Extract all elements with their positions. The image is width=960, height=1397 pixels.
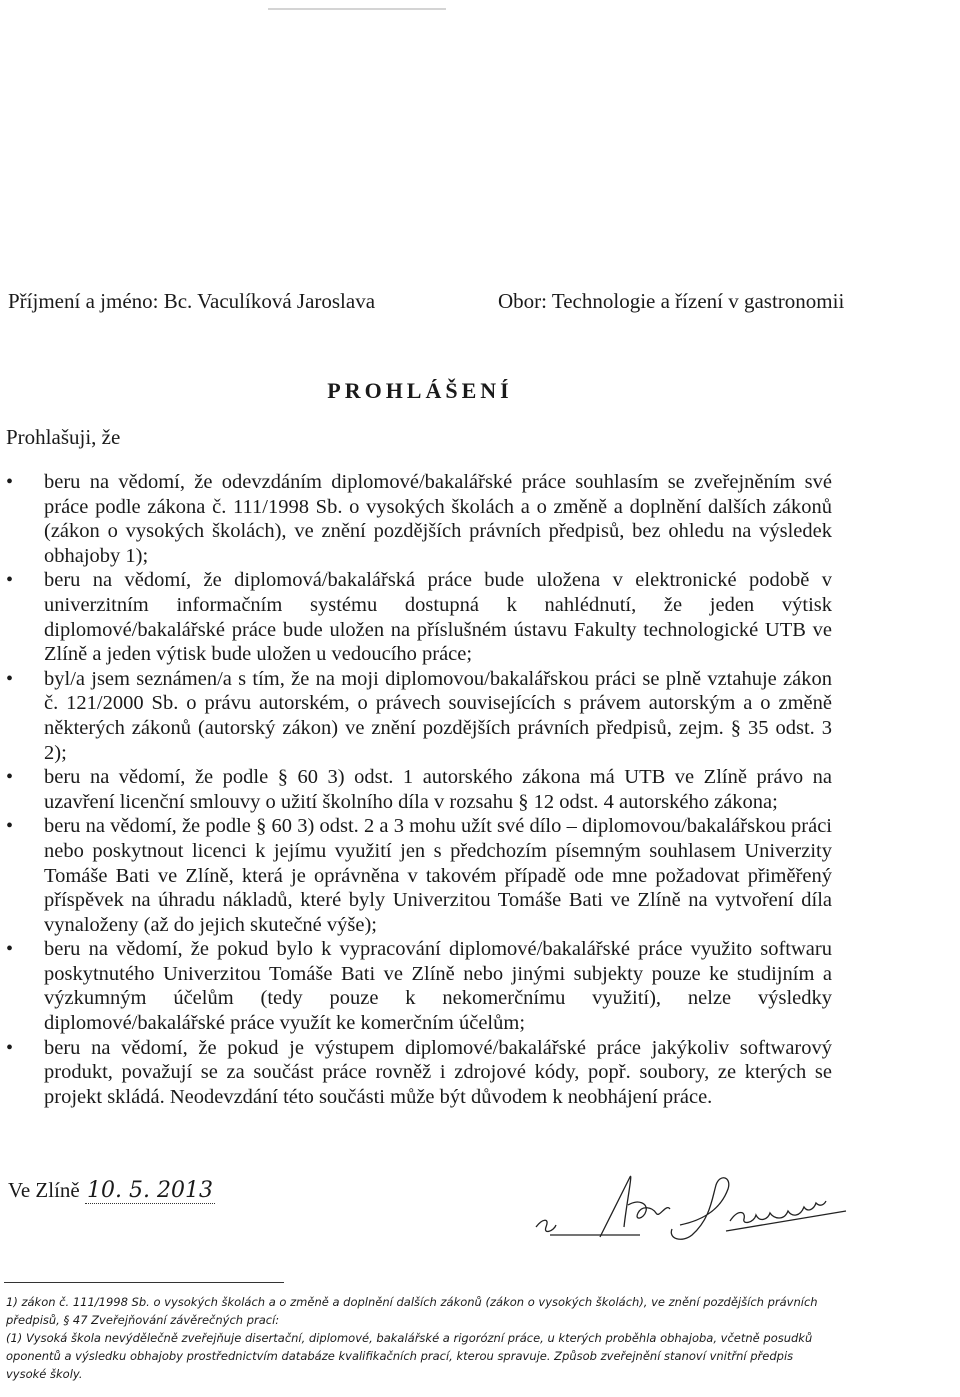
declaration-list	[0, 470, 840, 1109]
declaration-item	[0, 765, 840, 814]
signature	[530, 1165, 860, 1255]
bullet-icon: •	[6, 766, 14, 789]
footnote: 1) zákon č. 111/1998 Sb. o vysokých školách a o změně a doplnění dalších zákonů (zákon o vysokých školách), ve znění pozdějších právních předpisů, § 47 Zveřejňování závěrečných prací:	[6, 1295, 818, 1327]
bullet-icon: •	[6, 667, 14, 690]
bullet-icon: •	[6, 938, 14, 961]
declaration-text: beru na vědomí, že podle § 60 3) odst. 1 autorského zákona má UTB ve Zlíně právo na uzavření licenční smlouvy o užití školního díla v rozsahu § 12 odst. 4 autorského zákona;	[44, 766, 832, 813]
declaration-text: beru na vědomí, že pokud je výstupem diplomové/bakalářské práce jakýkoliv softwarový produkt, považují se za součást práce rovněž i zdrojové kódy, popř. soubory, ze kterých se projekt skládá. Neodevzdání této součásti může být důvodem k neobhájení práce.	[44, 1036, 832, 1108]
declaration-item	[0, 814, 840, 937]
student-name: Příjmení a jméno: Bc. Vaculíková Jaroslava	[8, 289, 376, 313]
declaration-item	[0, 568, 840, 666]
place-label: Ve Zlíně	[8, 1178, 80, 1202]
footnote-divider	[4, 1282, 284, 1283]
footnotes	[6, 1293, 836, 1383]
declaration-item	[0, 470, 840, 568]
bullet-icon: •	[6, 1036, 14, 1059]
scan-mark	[268, 8, 446, 10]
page-title: PROHLÁŠENÍ	[327, 378, 513, 403]
declaration-item	[0, 1036, 840, 1110]
bullet-icon: •	[6, 471, 14, 493]
footnote: (1) Vysoká škola nevýdělečně zveřejňuje disertační, diplomové, bakalářské a rigorózní práce, u kterých proběhla obhajoba, včetně posudků oponentů a výsledku obhajoby prostřednictvím databáze kvalifikačních prací, kterou spravuje. Způsob zveřejnění stanoví vnitřní předpis vysoké školy.	[6, 1331, 813, 1381]
declaration-text: beru na vědomí, že pokud bylo k vypracování diplomové/bakalářské práce využito softwaru poskytnutého Univerzitou Tomáše Bati ve Zlíně nebo jinými subjekty pouze ke studijním a výzkumným účelům (tedy pouze k nekomerčnímu využití), nelze výsledky diplomové/bakalářské práce využít ke komerčním účelům;	[44, 938, 832, 1035]
handwritten-date: 10. 5. 2013	[86, 1178, 213, 1203]
declaration-text: beru na vědomí, že odevzdáním diplomové/bakalářské práce souhlasím se zveřejněním své práce podle zákona č. 111/1998 Sb. o vysokých školách a o změně a doplnění dalších zákonů (zákon o vysokých školách), ve znění pozdějších právních předpisů, bez ohledu na výsledek obhajoby 1);	[44, 471, 832, 567]
declaration-text: byl/a jsem seznámen/a s tím, že na moji diplomovou/bakalářskou práci se plně vztahuje zákon č. 121/2000 Sb. o právu autorském, o právech souvisejících s právem autorským a o změně některých zákonů (autorský zákon) ve znění pozdějších právních předpisů, zejm. § 35 odst. 3 2);	[44, 667, 832, 764]
intro-text: Prohlašuji, že	[6, 425, 121, 449]
declaration-text: beru na vědomí, že diplomová/bakalářská práce bude uložena v elektronické podobě v univerzitním informačním systému dostupná k nahlédnutí, že jeden výtisk diplomové/bakalářské práce bude uložen na příslušném ústavu Fakulty technologické UTB ve Zlíně a jeden výtisk bude uložen u vedoucího práce;	[44, 569, 832, 666]
study-field: Obor: Technologie a řízení v gastronomii	[498, 289, 845, 313]
bullet-icon: •	[6, 569, 14, 592]
place-date	[8, 1178, 215, 1203]
bullet-icon: •	[6, 815, 14, 838]
declaration-item	[0, 937, 840, 1035]
declaration-item	[0, 667, 840, 765]
declaration-text: beru na vědomí, že podle § 60 3) odst. 2 a 3 mohu užít své dílo – diplomovou/bakalářskou práci nebo poskytnout licenci k jejímu využití jen s předchozím písemným souhlasem Univerzity Tomáše Bati ve Zlíně, která je oprávněna v takovém případě ode mne požadovat přiměřený příspěvek na úhradu nákladů, které byly Univerzitou Tomáše Bati ve Zlíně na vytvoření díla vynaloženy (až do jejich skutečné výše);	[44, 815, 832, 936]
